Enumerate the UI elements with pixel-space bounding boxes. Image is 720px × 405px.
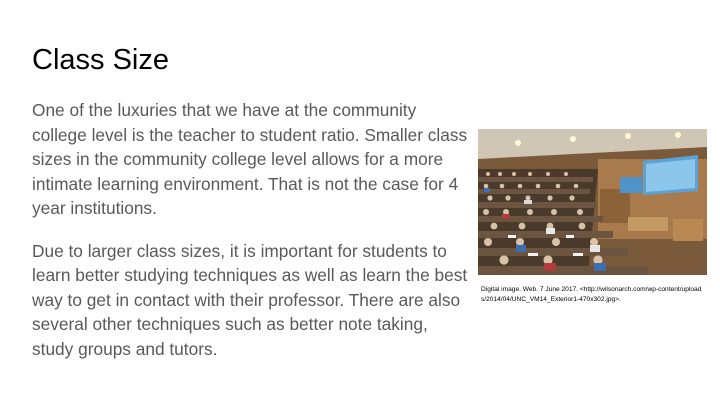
slide-title: Class Size — [32, 44, 169, 76]
slide-body — [32, 98, 472, 361]
lecture-hall-illustration — [478, 129, 707, 275]
body-paragraph-1: One of the luxuries that we have at the community college level is the teacher to student ratio. Smaller class sizes in the community college level allows for a more intimate learning environment. That is not the case for 4 year institutions. — [32, 100, 468, 218]
image-citation: Digital image. Web. 7 June 2017. <http://wilsonarch.com/wp-content/uploads/2014/04/UNC_VM14_Exterior1-470x302.jpg>. — [481, 286, 702, 303]
lecture-hall-photo — [478, 129, 707, 275]
body-paragraph-2: Due to larger class sizes, it is important for students to learn better studying techniques as well as learn the best way to get in contact with their professor. There are also several other techniques such as better note taking, study groups and tutors. — [32, 240, 468, 359]
